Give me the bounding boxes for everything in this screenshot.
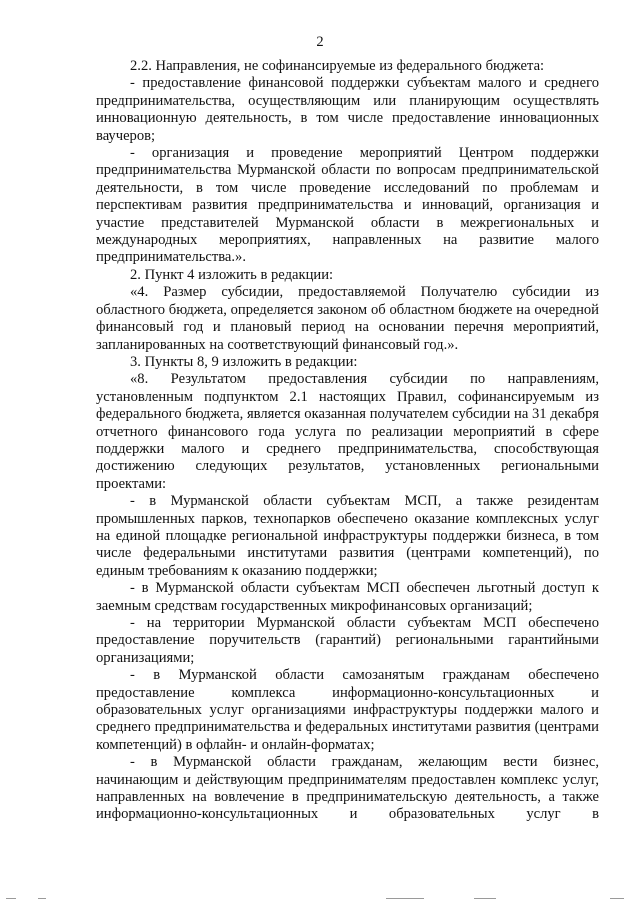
page-number: 2 <box>316 34 324 50</box>
scan-footer-marks <box>0 893 640 905</box>
paragraph-support-center-events: - организация и проведение мероприятий Центром поддержки предпринимательства Мурманской области по вопросам предпринимательской деятельности, в том числе проведение исследований по проблемам и перспективам развития предпринимательства и инноваций, организация и участие представителей Мурманской области в межрегиональных и международных мероприятиях, направленных на развитие малого предпринимательства.». <box>96 145 599 266</box>
footer-mark <box>610 898 624 899</box>
footer-mark <box>386 898 424 899</box>
paragraph-item-4-amendment: 2. Пункт 4 изложить в редакции: <box>130 266 334 283</box>
footer-mark <box>38 898 46 899</box>
paragraph-2-2-heading: 2.2. Направления, не софинансируемые из федерального бюджета: <box>130 58 545 74</box>
paragraph-items-8-9-amendment: 3. Пункты 8, 9 изложить в редакции: <box>130 353 358 370</box>
paragraph-innovation-support: - предоставление финансовой поддержки субъектам малого и среднего предпринимательства, осуществляющим или планирующим осуществлять инновационную деятельность, в том числе предоставление инновационных ваучеров; <box>96 75 599 144</box>
document-body <box>96 58 599 824</box>
paragraph-result-complex-services: - в Мурманской области субъектам МСП, а также резидентам промышленных парков, технопарков обеспечено оказание комплексных услуг на единой площадке региональной инфраструктуры поддержки бизнеса, в том числе федеральными институтами развития (центрами компетенций), по единым требованиям к оказанию поддержки; <box>96 493 599 579</box>
paragraph-item-4-text: «4. Размер субсидии, предоставляемой Получателю субсидии из областного бюджета, определяется законом об областном бюджете на очередной финансовый год и плановый период на основании перечня мероприятий, запланированных на соответствующий финансовый год.». <box>96 284 599 353</box>
paragraph-item-8-text: «8. Результатом предоставления субсидии по направлениям, установленным подпунктом 2.1 настоящих Правил, софинансируемым из федерального бюджета, является оказанная получателем субсидии на 31 декабря отчетного финансового года услуга по реализации мероприятий в сфере поддержки малого и среднего предпринимательства, способствующая достижению следующих результатов, установленных региональными проектами: <box>96 371 599 492</box>
paragraph-result-citizens: - в Мурманской области гражданам, желающим вести бизнес, начинающим и действующим предпринимателям предоставлен комплекс услуг, направленных на вовлечение в предпринимательскую деятельность, а также информационно-консультационных и образовательных услуг в <box>96 754 599 823</box>
paragraph-result-self-employed: - в Мурманской области самозанятым гражданам обеспечено предоставление комплекса информационно-консультационных и образовательных услуг организациями инфраструктуры поддержки малого и среднего предпринимательства и федеральных институтами развития (центрами компетенций) в офлайн- и онлайн-форматах; <box>96 667 599 753</box>
paragraph-result-guarantees: - на территории Мурманской области субъектам МСП обеспечено предоставление поручительств (гарантий) региональными гарантийными организациями; <box>96 615 599 666</box>
footer-mark <box>6 898 16 899</box>
paragraph-result-microfinance: - в Мурманской области субъектам МСП обеспечен льготный доступ к заемным средствам государственных микрофинансовых организаций; <box>96 580 599 614</box>
footer-mark <box>474 898 496 899</box>
